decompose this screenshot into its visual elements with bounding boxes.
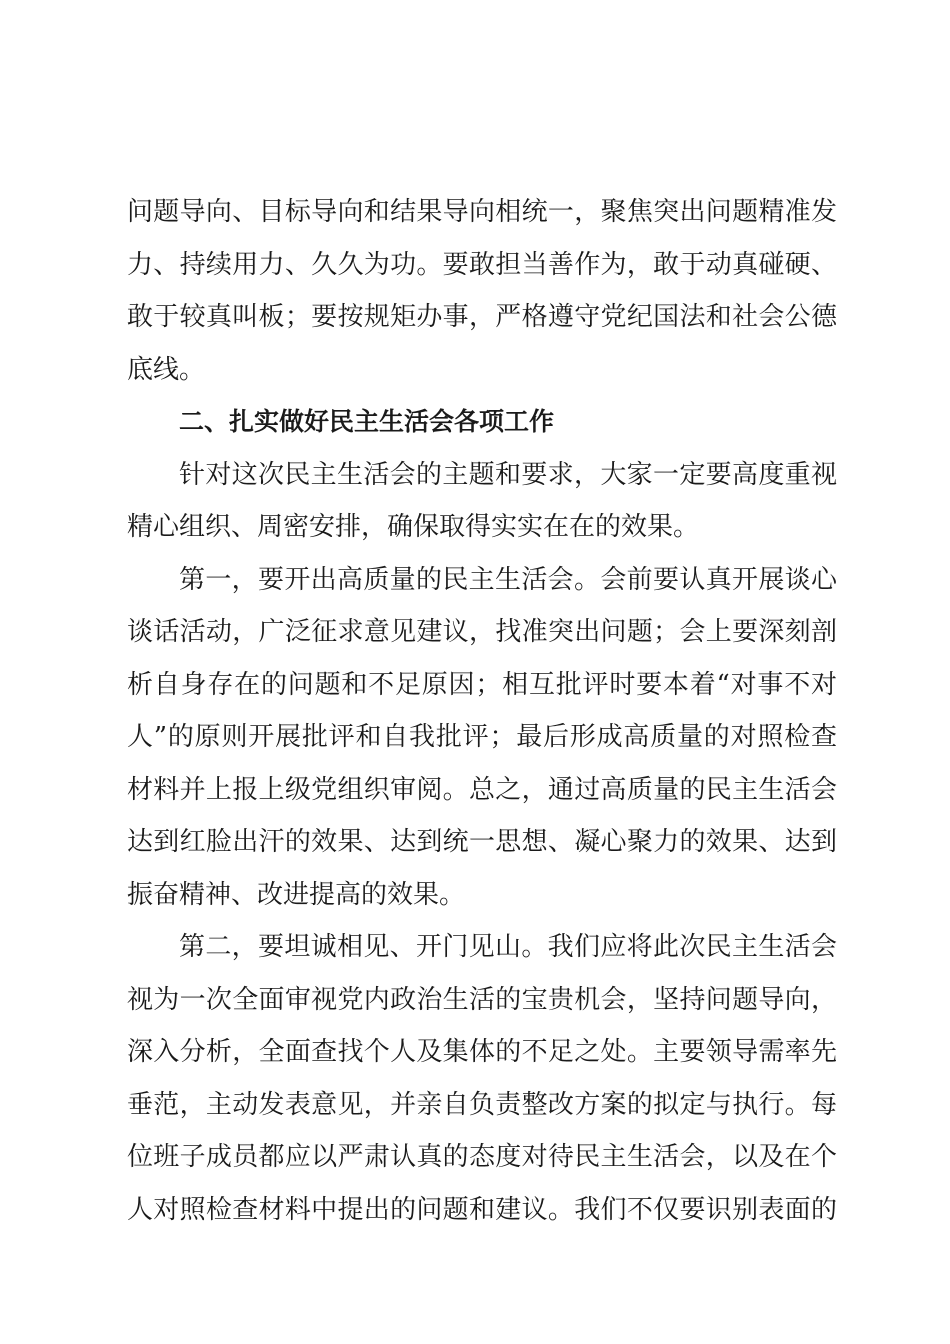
text-line: 深入分析，全面查找个人及集体的不足之处。主要领导需率先 [127,1037,837,1067]
text-line: 人对照检查材料中提出的问题和建议。我们不仅要识别表面的 [127,1194,837,1225]
paragraph [127,921,837,1236]
paragraph [127,554,837,922]
text-line: 问题导向、目标导向和结果导向相统一，聚焦突出问题精准发 [127,197,837,227]
paragraph [127,449,837,554]
paragraph [127,186,837,396]
text-line: 第一，要开出高质量的民主生活会。会前要认真开展谈心 [179,564,837,595]
text-line: 视为一次全面审视党内政治生活的宝贵机会，坚持问题导向， [127,984,837,1015]
text-line: 敢于较真叫板；要按规矩办事，严格遵守党纪国法和社会公德 [127,302,837,332]
text-line: 谈话活动，广泛征求意见建议，找准突出问题；会上要深刻剖 [127,617,837,647]
text-line: 位班子成员都应以严肃认真的态度对待民主生活会，以及在个 [127,1142,837,1172]
text-line: 精心组织、周密安排，确保取得实实在在的效果。 [127,512,700,542]
text-line: 振奋精神、改进提高的效果。 [127,879,466,910]
document-body [127,186,837,1236]
text-line: 底线。 [127,354,206,385]
text-line: 析自身存在的问题和不足原因；相互批评时要本着“对事不对 [127,669,837,700]
text-line: 垂范，主动发表意见，并亲自负责整改方案的拟定与执行。每 [127,1089,837,1120]
text-line: 达到红脸出汗的效果、达到统一思想、凝心聚力的效果、达到 [127,827,837,857]
heading-text: 二、扎实做好民主生活会各项工作 [179,407,555,436]
section-heading [127,396,837,449]
text-line: 第二，要坦诚相见、开门见山。我们应将此次民主生活会 [179,932,837,962]
text-line: 针对这次民主生活会的主题和要求，大家一定要高度重视 [179,459,837,490]
text-line: 材料并上报上级党组织审阅。总之，通过高质量的民主生活会 [127,774,837,805]
text-line: 力、持续用力、久久为功。要敢担当善作为，敢于动真碰硬、 [127,249,837,280]
text-line: 人”的原则开展批评和自我批评；最后形成高质量的对照检查 [127,722,837,752]
